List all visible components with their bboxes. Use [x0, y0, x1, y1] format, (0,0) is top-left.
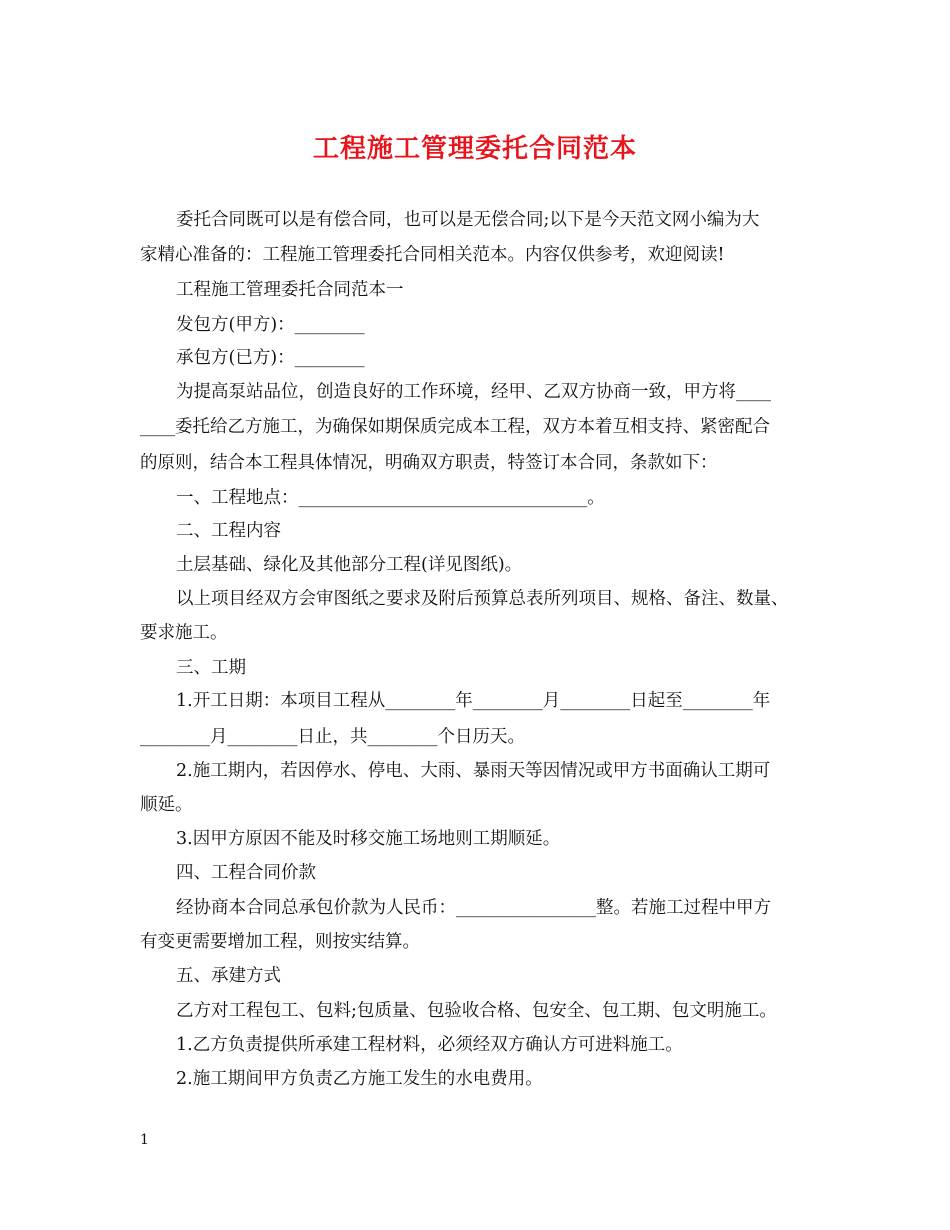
paragraph-line: ____委托给乙方施工，为确保如期保质完成本工程，双方本着互相支持、紧密配合	[140, 417, 770, 437]
paragraph-line: 土层基础、绿化及其他部分工程(详见图纸)。	[176, 555, 523, 575]
paragraph-line: 委托合同既可以是有偿合同，也可以是无偿合同;以下是今天范文网小编为大	[176, 210, 760, 230]
paragraph-line: 1.乙方负责提供所承建工程材料，必须经双方确认方可进料施工。	[176, 1035, 683, 1055]
paragraph-line: 承包方(已方)：________	[176, 348, 365, 368]
paragraph-line: 工程施工管理委托合同范本一	[176, 280, 404, 300]
section-heading: 四、工程合同价款	[176, 863, 316, 883]
paragraph-line: 家精心准备的：工程施工管理委托合同相关范本。内容仅供参考，欢迎阅读!	[140, 245, 725, 265]
paragraph-line: ________月________日止，共________个日历天。	[140, 727, 525, 747]
paragraph-line: 一、工程地点：_________________________________。	[176, 488, 605, 508]
paragraph-line: 3.因甲方原因不能及时移交施工场地则工期顺延。	[176, 829, 561, 849]
paragraph-line: 顺延。	[140, 795, 193, 815]
section-heading: 二、工程内容	[176, 521, 281, 541]
paragraph-line: 发包方(甲方)：________	[176, 315, 365, 335]
paragraph-line: 为提高泵站品位，创造良好的工作环境，经甲、乙双方协商一致，甲方将____	[176, 382, 771, 402]
paragraph-line: 乙方对工程包工、包料;包质量、包验收合格、包安全、包工期、包文明施工。	[176, 1001, 777, 1021]
paragraph-line: 2.施工期间甲方负责乙方施工发生的水电费用。	[176, 1069, 543, 1089]
section-heading: 五、承建方式	[176, 966, 281, 986]
paragraph-line: 1.开工日期：本项目工程从________年________月________日起至________年	[176, 691, 771, 711]
page-number: 1	[140, 1132, 149, 1148]
paragraph-line: 要求施工。	[140, 623, 228, 643]
paragraph-line: 的原则，结合本工程具体情况，明确双方职责，特签订本合同，条款如下：	[140, 453, 718, 473]
section-heading: 三、工期	[176, 658, 246, 678]
paragraph-line: 2.施工期内，若因停水、停电、大雨、暴雨天等因情况或甲方书面确认工期可	[176, 761, 771, 781]
paragraph-line: 以上项目经双方会审图纸之要求及附后预算总表所列项目、规格、备注、数量、	[176, 589, 789, 609]
paragraph-line: 有变更需要增加工程，则按实结算。	[140, 932, 420, 952]
paragraph-line: 经协商本合同总承包价款为人民币：________________整。若施工过程中甲方	[176, 898, 771, 918]
page-title: 工程施工管理委托合同范本	[312, 134, 637, 164]
